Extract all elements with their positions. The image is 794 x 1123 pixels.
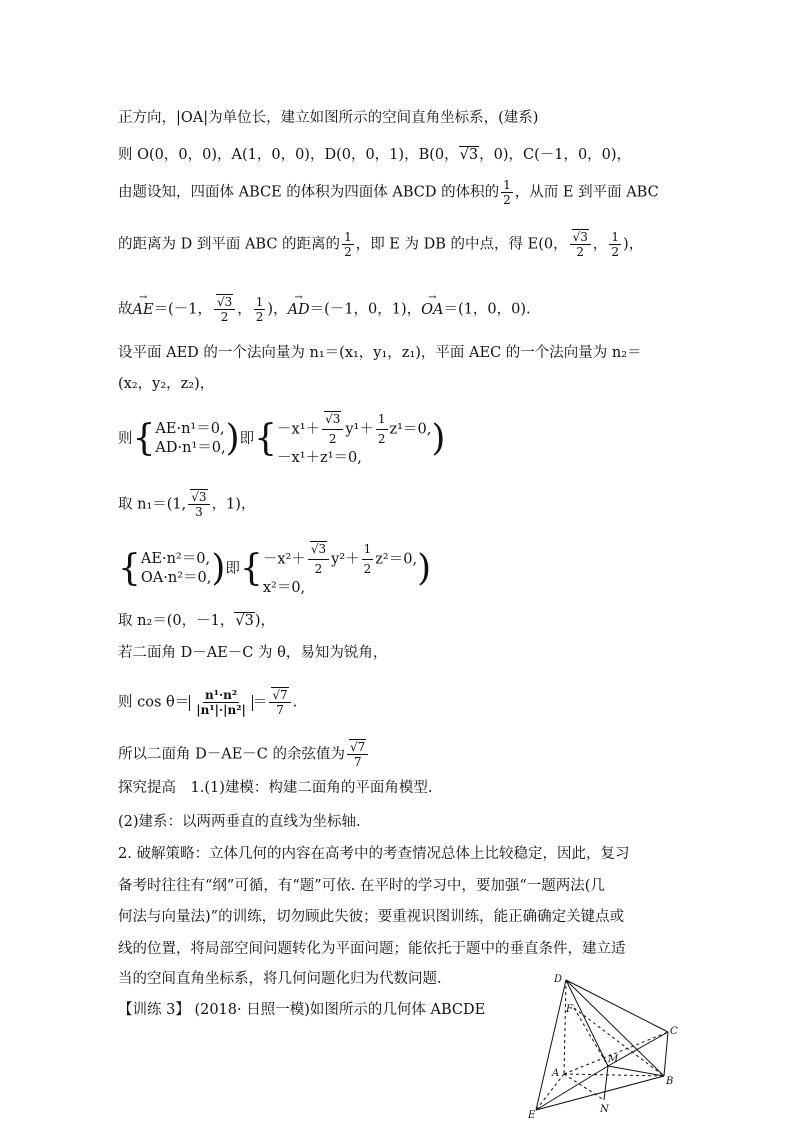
brace-right: ) (225, 418, 240, 459)
text-line-15: 探究提高 1.(1)建模：构建二面角的平面角模型. (118, 780, 433, 796)
text-line-3 (118, 178, 659, 207)
text-8b: 即 (225, 561, 240, 577)
frac-num (188, 490, 209, 505)
system-1-rows (155, 420, 225, 458)
frac-den: 7 (276, 703, 284, 717)
sys1b-r1c: z¹＝0, (389, 421, 432, 438)
sys1-row1: AE·n¹＝0, (155, 421, 225, 437)
fraction-sqrt3-over-2 (570, 230, 591, 259)
frac-den: 2 (255, 310, 264, 324)
text-9b: ，1)， (211, 496, 256, 513)
equation-system-2 (118, 540, 431, 598)
text-line-18: 备考时往往有“纲”可循，有“题”可依. 在平时的学习中，要加强“一题两法(几 (118, 878, 605, 894)
label-n: N (600, 1104, 609, 1115)
brace-right: ) (211, 548, 226, 589)
e-point-a: (0， (538, 236, 568, 253)
sys1b-row2: －x¹＋z¹＝0, (277, 450, 362, 466)
text-13a: 则 cos θ＝ (118, 694, 190, 711)
brace-left: { (239, 548, 263, 589)
text-line-22: 【训练 3】 (2018· 日照一模)如图所示的几何体 ABCDE (118, 1002, 486, 1018)
system-1b-rows (277, 410, 431, 468)
frac-num: 1 (503, 178, 511, 192)
sqrt-3: √ 3 (234, 612, 254, 629)
sys2b-row1 (263, 540, 417, 579)
frac-num: n¹·n² (204, 688, 238, 702)
frac-den: 7 (353, 755, 362, 769)
ae-val-a: ＝(－1， (153, 301, 212, 318)
sys2b-row2: x²＝0, (262, 580, 306, 596)
label-m: M (608, 1054, 619, 1065)
label-d: D (554, 974, 563, 985)
frac-den: 2 (314, 562, 323, 576)
sys2-row2: OA·n²＝0, (140, 570, 212, 586)
fraction-half (376, 410, 388, 449)
sqrt-3: √ 3 (324, 411, 341, 426)
text-line-11 (118, 611, 275, 631)
sys2b-r1b: y²＋ (331, 551, 360, 568)
edge-dc (566, 980, 668, 1032)
frac-num: 1 (344, 230, 352, 244)
label-f: F (566, 1004, 573, 1015)
text-14a: 所以二面角 D－AE－C 的余弦值为 (118, 746, 345, 763)
edge-ab-dashed (564, 1074, 664, 1076)
text-line-4 (118, 230, 643, 259)
text-line-19: 何法与向量法)”的训练，切勿顾此失彼；要重视识图训练，能正确确定关键点或 (118, 909, 625, 925)
text-3a: 由题设知，四面体 ABCE 的体积为四面体 ABCD 的体积的 (118, 184, 500, 201)
sys2b-r1a: －x²＋ (262, 551, 306, 568)
text-8b: 即 (239, 431, 255, 447)
fraction-half (254, 295, 266, 324)
coords-a: 则 O(0，0，0)，A(1，0，0)，D(0，0，1)，B(0， (118, 147, 459, 163)
frac-num (322, 410, 343, 430)
fraction-sqrt7-over-7 (347, 740, 368, 769)
frac-num: 1 (362, 540, 374, 560)
frac-num (214, 295, 235, 310)
frac-den: 3 (195, 505, 203, 519)
sqrt-3: √ 3 (216, 294, 233, 309)
sys1-row2: AD·n¹＝0, (155, 440, 226, 456)
edge-cb (664, 1032, 668, 1076)
text-4b: ，即 E 为 DB 的中点，得 E (355, 236, 539, 253)
fraction-half (362, 540, 374, 579)
sqrt-3: √ 3 (310, 541, 327, 556)
text-4a: 的距离为 D 到平面 ABC 的距离的 (118, 236, 341, 253)
text-line-6: 设平面 AED 的一个法向量为 n₁＝(x₁，y₁，z₁)，平面 AEC 的一个法向量为 n₂＝ (118, 345, 642, 361)
frac-den: 2 (328, 432, 337, 446)
label-a: A (552, 1068, 560, 1079)
sqrt-7: √ 7 (349, 739, 366, 754)
sqrt-3: √ 3 (190, 489, 207, 504)
sys2-row1: AE·n²＝0, (140, 551, 211, 567)
sqrt-3: √ 3 (459, 146, 479, 163)
brace-left: { (132, 418, 156, 459)
frac-num (308, 540, 329, 560)
system-2-rows (141, 550, 211, 588)
frac-den: 2 (344, 245, 352, 259)
frac-den: 2 (576, 245, 585, 259)
sys1b-row1 (277, 410, 431, 449)
vector-ae: AE → (133, 300, 154, 320)
fraction-sqrt3-over-2 (214, 295, 235, 324)
frac-num: 1 (255, 295, 264, 309)
text-5c: ＝(－1，0，1)， (309, 301, 422, 318)
frac-num: 1 (611, 230, 620, 244)
frac-den: 2 (220, 310, 229, 324)
fraction-half (609, 230, 621, 259)
text-5d: ＝(1，0，0). (443, 301, 531, 318)
ae-val-b: ， (237, 301, 252, 318)
text-line-17: 2. 破解策略：立体几何的内容在高考中的考查情况总体上比较稳定，因此，复习 (118, 846, 630, 862)
text-line-2 (118, 145, 631, 165)
e-point-b: ， (592, 236, 608, 253)
e-point-c: )， (623, 236, 644, 253)
frac-num (347, 740, 368, 755)
abs-bars (189, 688, 253, 717)
sqrt-3: √ 3 (572, 229, 589, 244)
fraction-sqrt3-over-3 (188, 490, 209, 519)
label-c: C (670, 1026, 678, 1037)
geometry-figure (528, 972, 688, 1120)
text-line-12: 若二面角 D－AE－C 为 θ，易知为锐角， (118, 645, 388, 661)
brace-left: { (254, 418, 278, 459)
label-e: E (528, 1110, 536, 1120)
fraction-sqrt3-over-2 (322, 410, 343, 449)
edge-em (536, 1066, 608, 1110)
edge-dm (566, 980, 608, 1066)
frac-den: |n¹|·|n²| (196, 703, 246, 717)
text-9a: 取 n₁＝(1, (118, 496, 187, 513)
system-2b-rows (263, 540, 417, 598)
frac-num (269, 688, 290, 703)
edge-da-dashed (564, 980, 566, 1074)
brace-right: ) (431, 418, 446, 459)
sys1b-r1b: y¹＋ (345, 421, 374, 438)
text-11: 取 n₂＝(0，－1， (118, 613, 235, 629)
text-line-16: (2)建系：以两两垂直的直线为坐标轴. (118, 814, 361, 830)
sqrt-7: √ 7 (271, 687, 288, 702)
fraction-half (501, 178, 513, 207)
sys1b-r1a: －x¹＋ (277, 421, 321, 438)
ae-val-c: ) (267, 301, 274, 318)
edge-an-dashed (564, 1074, 604, 1100)
fraction-sqrt7-over-7 (269, 688, 290, 717)
brace-right: ) (417, 548, 432, 589)
text-line-5 (118, 295, 531, 324)
text-line-7: (x₂，y₂，z₂)， (118, 376, 215, 392)
text-5b: ， (273, 301, 288, 318)
coords-b: ，0)，C(－1，0，0)， (479, 147, 632, 163)
vector-ad: AD → (288, 300, 310, 320)
text-line-1: 正方向，|OA|为单位长，建立如图所示的空间直角坐标系，(建系) (118, 110, 539, 126)
frac-den: 2 (377, 432, 386, 446)
label-b: B (666, 1076, 674, 1087)
vector-oa: OA → (421, 300, 443, 320)
text-5a: 故 (118, 301, 133, 318)
frac-den: 2 (611, 245, 620, 259)
fraction-half (342, 230, 354, 259)
frac-num: 1 (376, 410, 388, 430)
edge-mn (604, 1066, 608, 1100)
brace-left: { (118, 548, 141, 589)
sys2b-r1c: z²＝0, (375, 551, 418, 568)
text-line-13 (118, 688, 297, 717)
frac-den: 2 (363, 562, 372, 576)
text-8a: 则 (118, 431, 133, 447)
text-3b: ，从而 E 到平面 ABC (514, 184, 659, 201)
period: . (292, 694, 298, 711)
equation-system-1 (118, 410, 445, 468)
text-line-20: 线的位置，将局部空间问题转化为平面问题；能依托于题中的垂直条件，建立适 (118, 941, 626, 957)
frac-num (570, 230, 591, 245)
fraction-cos (194, 688, 248, 717)
edge-de (536, 980, 566, 1110)
text-11b: )， (254, 613, 276, 629)
equals: ＝ (252, 694, 268, 711)
frac-den: 2 (503, 193, 511, 207)
fraction-sqrt3-over-2 (308, 540, 329, 579)
text-line-9 (118, 490, 255, 519)
text-line-21: 当的空间直角坐标系，将几何问题化归为代数问题. (118, 971, 442, 987)
text-line-14 (118, 740, 370, 769)
